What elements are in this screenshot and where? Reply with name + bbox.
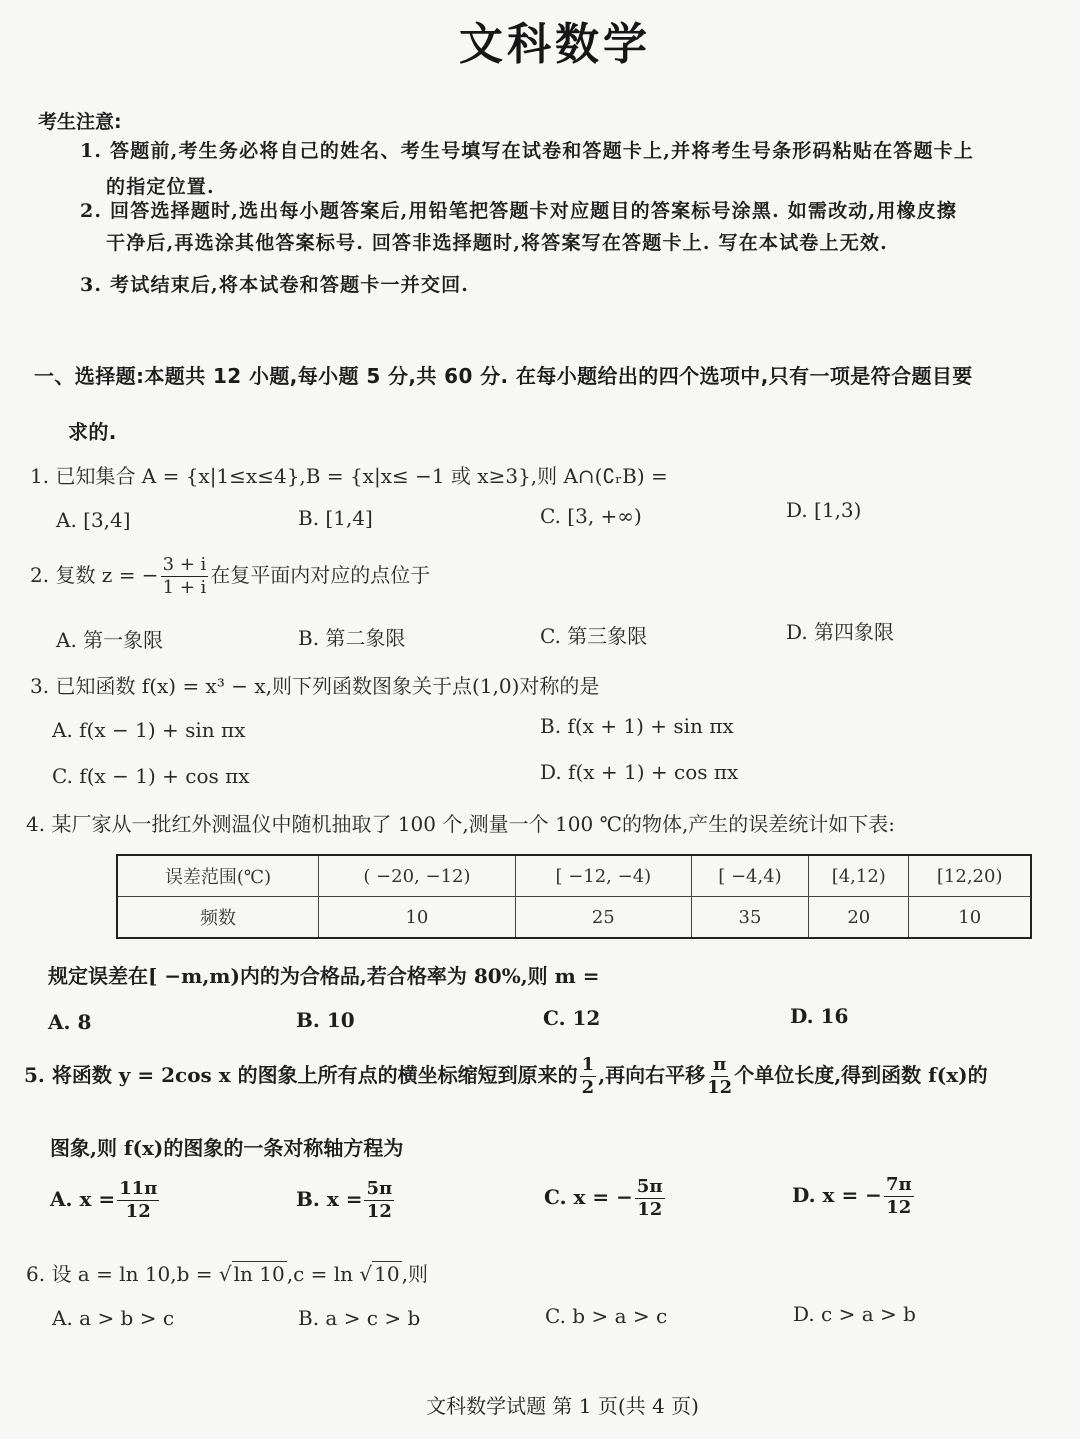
q5-d-fraction (884, 1176, 914, 1217)
error-stats-table (116, 854, 1032, 939)
table-row (117, 897, 1031, 939)
q3-option-c: C. f(x − 1) + cos πx (52, 764, 250, 788)
q1-option-d: D. [1,3) (786, 498, 862, 522)
q6-option-c: C. b > a > c (545, 1304, 668, 1328)
q2-option-b: B. 第二象限 (298, 626, 406, 650)
table-cell: 35 (691, 897, 808, 939)
q5-fraction-half (580, 1056, 597, 1097)
table-cell: [ −4,4) (691, 855, 808, 897)
notice-heading: 考生注意: (38, 111, 122, 133)
q6-stem-a: 6. 设 a = ln 10,b = √ (26, 1262, 232, 1286)
q5-d-num: 7π (885, 1174, 912, 1195)
q5-c-fraction (635, 1178, 665, 1219)
q6-stem-b: ,c = ln √ (286, 1262, 373, 1286)
table-cell: [12,20) (909, 855, 1031, 897)
q5-a-num: 11π (119, 1178, 158, 1199)
q5-d-den: 12 (886, 1197, 912, 1218)
q5-c-label: C. x = (544, 1185, 610, 1209)
q5-option-b (296, 1180, 396, 1221)
question-5-stem-line2: 图象,则 f(x)的图象的一条对称轴方程为 (50, 1136, 404, 1160)
section-heading: 一、选择题:本题共 12 小题,每小题 5 分,共 60 分. 在每小题给出的四个选项中,只有一项是符合题目要 (34, 364, 973, 388)
q5-b-fraction (364, 1180, 394, 1221)
q6-option-a: A. a > b > c (52, 1306, 175, 1330)
q5-stem-c: 个单位长度,得到函数 f(x)的 (734, 1063, 988, 1087)
q5-frac1-den: 2 (581, 1077, 595, 1098)
question-4-follow: 规定误差在[ −m,m)内的为合格品,若合格率为 80%,则 m = (48, 964, 600, 988)
q5-d-sign: − (865, 1183, 882, 1207)
q5-d-label: D. x = (792, 1183, 859, 1207)
q5-stem-a: 5. 将函数 y = 2cos x 的图象上所有点的横坐标缩短到原来的 (24, 1063, 578, 1087)
notice-item-1-cont: 的指定位置. (106, 176, 215, 198)
question-5-stem (24, 1056, 988, 1097)
question-2-stem (30, 556, 430, 597)
q5-b-label: B. x = (296, 1187, 363, 1211)
q5-frac2-num: π (713, 1054, 727, 1075)
q2-fraction (161, 556, 209, 597)
page-footer: 文科数学试题 第 1 页(共 4 页) (426, 1394, 699, 1418)
q6-sqrt-10: 10 (374, 1262, 400, 1286)
q2-option-a: A. 第一象限 (56, 628, 164, 652)
q5-option-a (50, 1180, 161, 1221)
row-header-range: 误差范围(℃) (117, 855, 319, 897)
q5-stem-b: ,再向右平移 (598, 1063, 706, 1087)
q3-option-d: D. f(x + 1) + cos πx (540, 760, 739, 784)
question-1-stem: 1. 已知集合 A = {x|1≤x≤4},B = {x|x≤ −1 或 x≥3},则 A∩(∁ᵣB) = (30, 464, 668, 488)
q4-option-d: D. 16 (790, 1004, 849, 1028)
q5-c-sign: − (616, 1185, 633, 1209)
q6-stem-c: ,则 (401, 1262, 428, 1286)
notice-item-3: 3. 考试结束后,将本试卷和答题卡一并交回. (80, 274, 470, 296)
q4-option-a: A. 8 (48, 1010, 92, 1034)
q5-b-num: 5π (366, 1178, 393, 1199)
q2-frac-den: 1 + i (162, 577, 207, 598)
table-cell: 20 (809, 897, 909, 939)
q5-option-c (544, 1178, 667, 1219)
page-title: 文科数学 (459, 19, 651, 70)
q6-sqrt-ln10: ln 10 (233, 1262, 285, 1286)
notice-item-2: 2. 回答选择题时,选出每小题答案后,用铅笔把答题卡对应题目的答案标号涂黑. 如需改动,用橡皮擦 (80, 200, 958, 222)
table-cell: [4,12) (809, 855, 909, 897)
q5-fraction-pi12 (707, 1056, 732, 1097)
question-4-stem: 4. 某厂家从一批红外测温仪中随机抽取了 100 个,测量一个 100 ℃的物体,产生的误差统计如下表: (26, 812, 896, 836)
table-cell: [ −12, −4) (515, 855, 691, 897)
q5-b-den: 12 (366, 1201, 392, 1222)
q2-option-c: C. 第三象限 (540, 624, 648, 648)
q5-a-den: 12 (125, 1201, 151, 1222)
table-row (117, 855, 1031, 897)
q3-option-a: A. f(x − 1) + sin πx (52, 718, 246, 742)
q2-option-d: D. 第四象限 (786, 620, 895, 644)
q5-a-label: A. x = (50, 1187, 116, 1211)
table-cell: 10 (319, 897, 516, 939)
notice-item-2-cont: 干净后,再选涂其他答案标号. 回答非选择题时,将答案写在答题卡上. 写在本试卷上无效. (106, 232, 888, 254)
q5-option-d (792, 1176, 916, 1217)
q1-option-c: C. [3, +∞) (540, 504, 642, 528)
q4-option-b: B. 10 (296, 1008, 355, 1032)
section-heading-cont: 求的. (68, 420, 117, 444)
notice-item-1: 1. 答题前,考生务必将自己的姓名、考生号填写在试卷和答题卡上,并将考生号条形码粘贴在答题卡上 (80, 140, 975, 162)
q5-frac2-den: 12 (707, 1077, 733, 1098)
row-header-frequency: 频数 (117, 897, 319, 939)
q5-c-den: 12 (637, 1199, 663, 1220)
q1-option-a: A. [3,4] (56, 508, 131, 532)
q5-c-num: 5π (636, 1176, 663, 1197)
question-3-stem: 3. 已知函数 f(x) = x³ − x,则下列函数图象关于点(1,0)对称的是 (30, 674, 600, 698)
q6-option-d: D. c > a > b (793, 1302, 916, 1326)
table-cell: ( −20, −12) (319, 855, 516, 897)
q2-frac-num: 3 + i (162, 554, 207, 575)
q2-stem-pre: 2. 复数 z = − (30, 563, 159, 587)
q1-option-b: B. [1,4] (298, 506, 373, 530)
q3-option-b: B. f(x + 1) + sin πx (540, 714, 734, 738)
q5-a-fraction (117, 1180, 159, 1221)
question-6-stem (26, 1258, 428, 1287)
q4-option-c: C. 12 (543, 1006, 601, 1030)
table-cell: 10 (909, 897, 1031, 939)
q5-frac1-num: 1 (581, 1054, 595, 1075)
table-cell: 25 (515, 897, 691, 939)
q6-option-b: B. a > c > b (298, 1306, 421, 1330)
q2-stem-post: 在复平面内对应的点位于 (210, 563, 431, 587)
